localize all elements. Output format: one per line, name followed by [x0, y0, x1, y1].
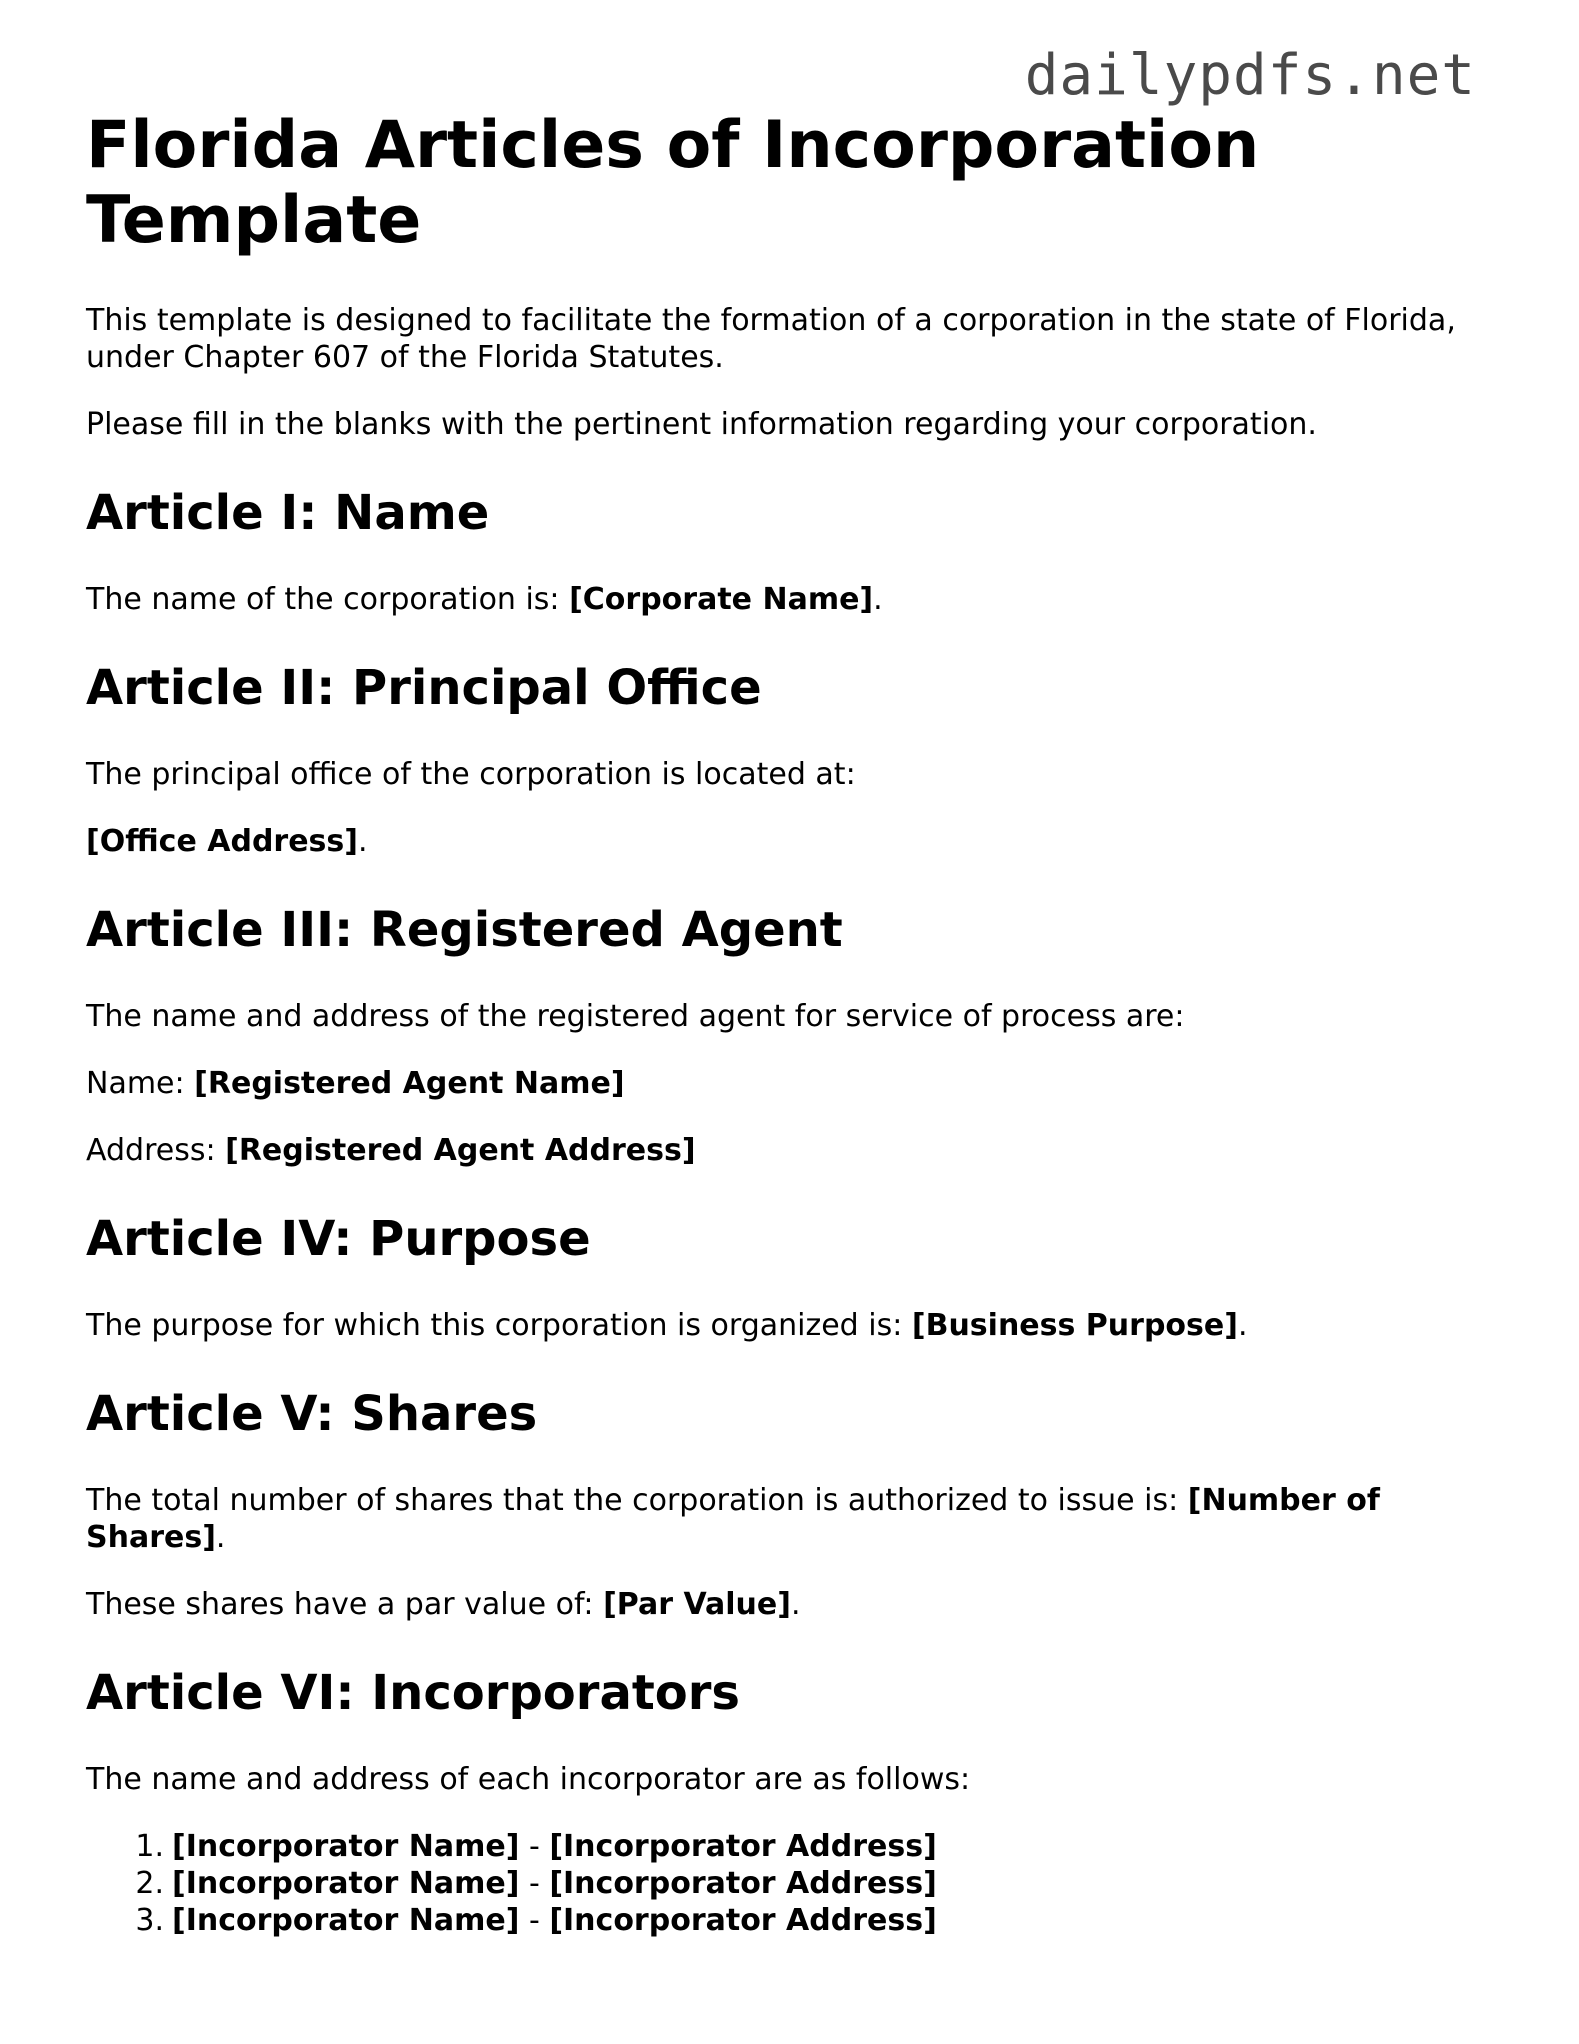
- incorporator-list: [86, 1828, 1486, 1939]
- article-2-heading: Article II: Principal Office: [86, 660, 762, 716]
- document-body: [86, 108, 1486, 1939]
- corporate-name-blank: [Corporate Name]: [569, 582, 874, 617]
- article-4-heading: Article IV: Purpose: [86, 1211, 591, 1267]
- article-3-heading: Article III: Registered Agent: [86, 902, 843, 958]
- par-value-line: These shares have a par value of: [Par Value].: [86, 1587, 801, 1622]
- number-of-shares-blank: [Number of Shares]: [86, 1483, 1380, 1555]
- business-purpose-blank: [Business Purpose]: [911, 1308, 1238, 1343]
- agent-address-blank: [Registered Agent Address]: [225, 1133, 696, 1168]
- article-6-text: The name and address of each incorporator are as follows:: [86, 1762, 971, 1797]
- article-2-blank-line: [Office Address].: [86, 824, 368, 859]
- par-value-blank: [Par Value]: [603, 1587, 791, 1622]
- agent-address-line: Address: [Registered Agent Address]: [86, 1133, 696, 1168]
- agent-name-line: Name: [Registered Agent Name]: [86, 1066, 625, 1101]
- article-4-text: The purpose for which this corporation is organized is: [Business Purpose].: [86, 1308, 1248, 1343]
- agent-name-blank: [Registered Agent Name]: [194, 1066, 625, 1101]
- article-3-text: The name and address of the registered agent for service of process are:: [86, 999, 1185, 1034]
- article-5-heading: Article V: Shares: [86, 1386, 538, 1442]
- article-2-text: The principal office of the corporation is located at:: [86, 757, 856, 792]
- article-5-text: The total number of shares that the corporation is authorized to issue is: [Number of Shares].: [86, 1483, 1380, 1555]
- article-1-heading: Article I: Name: [86, 485, 490, 541]
- watermark: dailypdfs.net: [1024, 43, 1476, 108]
- article-6-heading: Article VI: Incorporators: [86, 1665, 740, 1721]
- list-item: 2. [Incorporator Name] - [Incorporator Address]: [135, 1866, 937, 1901]
- list-item: 1. [Incorporator Name] - [Incorporator Address]: [135, 1829, 937, 1864]
- list-item: 3. [Incorporator Name] - [Incorporator Address]: [135, 1903, 937, 1938]
- intro-paragraph-2: Please fill in the blanks with the pertinent information regarding your corporation.: [86, 407, 1317, 442]
- page-title: Florida Articles of Incorporation Template: [86, 108, 1260, 258]
- intro-paragraph-1: This template is designed to facilitate the formation of a corporation in the state of Florida, under Chapter 607 of the Florida Statutes.: [86, 303, 1456, 375]
- article-1-text: The name of the corporation is: [Corporate Name].: [86, 582, 883, 617]
- office-address-blank: [Office Address]: [86, 824, 358, 859]
